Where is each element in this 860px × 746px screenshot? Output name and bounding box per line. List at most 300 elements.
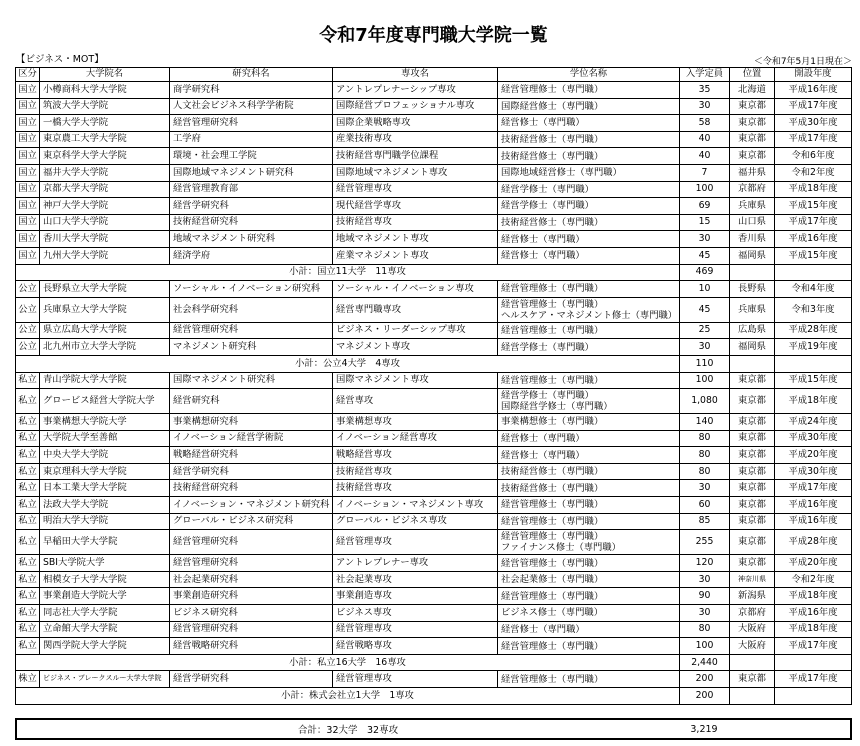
opened-year-cell: 平成16年度 — [775, 82, 852, 99]
location-cell: 東京都 — [730, 464, 775, 481]
capacity-cell: 80 — [680, 431, 730, 448]
table-row — [16, 148, 852, 165]
location-cell: 東京都 — [730, 414, 775, 431]
subtotal-label: 小計：株式会社立1大学 1専攻 — [16, 688, 680, 705]
capacity-cell: 30 — [680, 231, 730, 248]
table-row — [16, 248, 852, 265]
degree-cell — [498, 165, 680, 182]
category-cell: 私立 — [16, 480, 40, 497]
major-cell: 経営戦略専攻 — [333, 638, 498, 655]
category-cell: 国立 — [16, 82, 40, 99]
degree-cell — [498, 605, 680, 622]
capacity-cell: 10 — [680, 281, 730, 298]
table-row — [16, 198, 852, 215]
graduate-school-cell: 経営管理研究科 — [170, 530, 333, 555]
location-cell: 京都府 — [730, 605, 775, 622]
degree-name: 経営管理修士（専門職） — [501, 590, 604, 602]
opened-year-cell: 令和2年度 — [775, 572, 852, 589]
location-cell: 福井県 — [730, 165, 775, 182]
capacity-cell: 100 — [680, 638, 730, 655]
category-cell: 国立 — [16, 99, 40, 116]
opened-year-cell: 平成30年度 — [775, 464, 852, 481]
university-cell: 北九州市立大学大学院 — [40, 339, 170, 356]
major-cell: 経営管理専攻 — [333, 530, 498, 555]
graduate-school-cell: 地域マネジメント研究科 — [170, 231, 333, 248]
subtotal-row — [16, 265, 852, 282]
graduate-school-cell: 経営管理研究科 — [170, 555, 333, 572]
location-cell: 兵庫県 — [730, 198, 775, 215]
table-header-row — [16, 68, 852, 82]
university-cell: SBI大学院大学 — [40, 555, 170, 572]
university-cell: 関西学院大学大学院 — [40, 638, 170, 655]
subtotal-capacity: 469 — [680, 265, 730, 282]
page-title: 令和7年度専門職大学院一覧 — [319, 25, 548, 46]
location-cell: 大阪府 — [730, 638, 775, 655]
opened-year-cell: 平成16年度 — [775, 497, 852, 514]
capacity-cell: 30 — [680, 339, 730, 356]
subtotal-row — [16, 688, 852, 705]
capacity-cell: 60 — [680, 497, 730, 514]
degree-name: 経営修士（専門職） — [501, 117, 585, 129]
table-row — [16, 671, 852, 688]
university-cell: 中央大学大学院 — [40, 447, 170, 464]
university-cell: 事業創造大学院大学 — [40, 588, 170, 605]
graduate-school-cell: 経営管理教育部 — [170, 182, 333, 199]
category-cell: 私立 — [16, 414, 40, 431]
opened-year-cell: 平成18年度 — [775, 182, 852, 199]
capacity-cell: 7 — [680, 165, 730, 182]
capacity-cell: 100 — [680, 182, 730, 199]
header-category: 区分 — [16, 68, 40, 82]
empty-cell — [775, 265, 852, 282]
empty-cell — [730, 356, 775, 373]
university-cell: 小樽商科大学大学院 — [40, 82, 170, 99]
location-cell: 京都府 — [730, 182, 775, 199]
category-cell: 私立 — [16, 431, 40, 448]
major-cell: 国際企業戦略専攻 — [333, 115, 498, 132]
header-graduate-school: 研究科名 — [170, 68, 333, 82]
graduate-school-cell: 人文社会ビジネス科学学術院 — [170, 99, 333, 116]
category-cell: 私立 — [16, 389, 40, 414]
major-cell: 経営管理専攻 — [333, 622, 498, 639]
degree-cell — [498, 115, 680, 132]
degree-name: 経営管理修士（専門職） — [501, 499, 604, 511]
opened-year-cell: 平成18年度 — [775, 622, 852, 639]
graduate-school-cell: マネジメント研究科 — [170, 339, 333, 356]
opened-year-cell: 平成20年度 — [775, 447, 852, 464]
table-row — [16, 622, 852, 639]
grand-total-label: 合計：32大学 32専攻 — [297, 725, 399, 736]
degree-cell — [498, 464, 680, 481]
opened-year-cell: 平成17年度 — [775, 638, 852, 655]
location-cell: 東京都 — [730, 555, 775, 572]
degree-cell — [498, 671, 680, 688]
graduate-school-cell: 技術経営研究科 — [170, 480, 333, 497]
graduate-school-cell: 経済学府 — [170, 248, 333, 265]
degree-cell — [498, 132, 680, 149]
graduate-school-cell: ソーシャル・イノベーション研究科 — [170, 281, 333, 298]
university-cell: グロービス経営大学院大学 — [40, 389, 170, 414]
category-cell: 国立 — [16, 248, 40, 265]
major-cell: 戦略経営専攻 — [333, 447, 498, 464]
category-cell: 国立 — [16, 148, 40, 165]
subtotal-label: 小計：国立11大学 11専攻 — [16, 265, 680, 282]
graduate-school-cell: 社会起業研究科 — [170, 572, 333, 589]
opened-year-cell: 平成15年度 — [775, 248, 852, 265]
graduate-school-cell: 経営管理研究科 — [170, 323, 333, 340]
subtotal-row — [16, 356, 852, 373]
opened-year-cell: 平成20年度 — [775, 555, 852, 572]
degree-cell — [498, 148, 680, 165]
opened-year-cell: 平成16年度 — [775, 514, 852, 531]
header-capacity: 入学定員 — [680, 68, 730, 82]
capacity-cell: 1,080 — [680, 389, 730, 414]
graduate-school-cell: イノベーション・マネジメント研究科 — [170, 497, 333, 514]
header-opened-year: 開設年度 — [775, 68, 852, 82]
major-cell: 国際経営プロフェッショナル専攻 — [333, 99, 498, 116]
graduate-school-cell: 国際地域マネジメント研究科 — [170, 165, 333, 182]
capacity-cell: 30 — [680, 572, 730, 589]
location-cell: 東京都 — [730, 389, 775, 414]
table-row — [16, 572, 852, 589]
major-cell: 技術経営専攻 — [333, 464, 498, 481]
table-row — [16, 298, 852, 323]
degree-name: 経営管理修士（専門職） — [501, 325, 604, 337]
category-cell: 私立 — [16, 497, 40, 514]
graduate-school-cell: 国際マネジメント研究科 — [170, 373, 333, 390]
category-cell: 私立 — [16, 622, 40, 639]
table-row — [16, 182, 852, 199]
category-cell: 私立 — [16, 447, 40, 464]
graduate-school-cell: 技術経営研究科 — [170, 215, 333, 232]
graduate-school-cell: イノベーション経営学術院 — [170, 431, 333, 448]
location-cell: 福岡県 — [730, 339, 775, 356]
capacity-cell: 140 — [680, 414, 730, 431]
opened-year-cell: 平成15年度 — [775, 198, 852, 215]
table-row — [16, 389, 852, 414]
degree-cell — [498, 414, 680, 431]
degree-cell — [498, 431, 680, 448]
opened-year-cell: 平成28年度 — [775, 530, 852, 555]
table-body — [16, 82, 852, 705]
university-cell: 明治大学大学院 — [40, 514, 170, 531]
empty-cell — [775, 688, 852, 705]
location-cell: 兵庫県 — [730, 298, 775, 323]
degree-name: ヘルスケア・マネジメント修士（専門職） — [501, 309, 678, 321]
degree-name: 経営管理修士（専門職） — [501, 283, 604, 295]
capacity-cell: 40 — [680, 148, 730, 165]
degree-cell — [498, 281, 680, 298]
degree-cell — [498, 622, 680, 639]
degree-name: 経営修士（専門職） — [501, 432, 585, 444]
table-row — [16, 530, 852, 555]
university-cell: 相模女子大学大学院 — [40, 572, 170, 589]
opened-year-cell: 平成16年度 — [775, 231, 852, 248]
subtotal-row — [16, 655, 852, 672]
major-cell: 経営専門職専攻 — [333, 298, 498, 323]
major-cell: アントレプレナー専攻 — [333, 555, 498, 572]
capacity-cell: 15 — [680, 215, 730, 232]
degree-name: 経営管理修士（専門職） — [501, 298, 604, 310]
degree-name: 技術経営修士（専門職） — [501, 150, 604, 162]
graduate-school-cell: 事業創造研究科 — [170, 588, 333, 605]
graduate-school-cell: 環境・社会理工学院 — [170, 148, 333, 165]
university-cell: 福井大学大学院 — [40, 165, 170, 182]
category-cell: 公立 — [16, 339, 40, 356]
university-cell: 兵庫県立大学大学院 — [40, 298, 170, 323]
category-cell: 国立 — [16, 165, 40, 182]
category-cell: 私立 — [16, 514, 40, 531]
graduate-school-cell: 経営戦略研究科 — [170, 638, 333, 655]
opened-year-cell: 平成30年度 — [775, 115, 852, 132]
university-cell: 同志社大学大学院 — [40, 605, 170, 622]
category-cell: 公立 — [16, 323, 40, 340]
major-cell: ビジネス・リーダーシップ専攻 — [333, 323, 498, 340]
location-cell: 東京都 — [730, 480, 775, 497]
capacity-cell: 80 — [680, 464, 730, 481]
opened-year-cell: 平成17年度 — [775, 99, 852, 116]
category-cell: 公立 — [16, 281, 40, 298]
university-cell: 日本工業大学大学院 — [40, 480, 170, 497]
location-cell: 東京都 — [730, 132, 775, 149]
major-cell: 産業技術専攻 — [333, 132, 498, 149]
opened-year-cell: 平成18年度 — [775, 588, 852, 605]
table-row — [16, 339, 852, 356]
graduate-school-cell: 工学府 — [170, 132, 333, 149]
category-cell: 私立 — [16, 638, 40, 655]
major-cell: ソーシャル・イノベーション専攻 — [333, 281, 498, 298]
table-row — [16, 99, 852, 116]
location-cell: 神奈川県 — [730, 572, 775, 589]
opened-year-cell: 平成16年度 — [775, 605, 852, 622]
location-cell: 東京都 — [730, 497, 775, 514]
location-cell: 東京都 — [730, 514, 775, 531]
header-major: 専攻名 — [333, 68, 498, 82]
degree-cell — [498, 389, 680, 414]
graduate-school-cell: 経営学研究科 — [170, 198, 333, 215]
degree-name: 経営管理修士（専門職） — [501, 515, 604, 527]
major-cell: 事業創造専攻 — [333, 588, 498, 605]
university-cell: 東京理科大学大学院 — [40, 464, 170, 481]
degree-cell — [498, 99, 680, 116]
major-cell: 産業マネジメント専攻 — [333, 248, 498, 265]
degree-cell — [498, 447, 680, 464]
location-cell: 東京都 — [730, 148, 775, 165]
opened-year-cell: 平成24年度 — [775, 414, 852, 431]
degree-name: 技術経営修士（専門職） — [501, 482, 604, 494]
opened-year-cell: 平成15年度 — [775, 373, 852, 390]
location-cell: 東京都 — [730, 671, 775, 688]
empty-cell — [730, 265, 775, 282]
table-row — [16, 480, 852, 497]
degree-name: 経営管理修士（専門職） — [501, 374, 604, 386]
table-row — [16, 132, 852, 149]
subtotal-capacity: 2,440 — [680, 655, 730, 672]
table-row — [16, 115, 852, 132]
category-label: 【ビジネス・MOT】 — [16, 54, 104, 65]
category-cell: 公立 — [16, 298, 40, 323]
table-row — [16, 447, 852, 464]
capacity-cell: 30 — [680, 480, 730, 497]
degree-name: ファイナンス修士（専門職） — [501, 542, 621, 554]
empty-cell — [775, 655, 852, 672]
graduate-school-cell: 戦略経営研究科 — [170, 447, 333, 464]
table-row — [16, 431, 852, 448]
degree-name: 経営管理修士（専門職） — [501, 557, 604, 569]
opened-year-cell: 令和4年度 — [775, 281, 852, 298]
major-cell: 国際地域マネジメント専攻 — [333, 165, 498, 182]
degree-cell — [498, 298, 680, 323]
degree-name: 技術経営修士（専門職） — [501, 466, 604, 478]
capacity-cell: 200 — [680, 671, 730, 688]
degree-cell — [498, 530, 680, 555]
empty-cell — [730, 655, 775, 672]
header-degree: 学位名称 — [498, 68, 680, 82]
university-cell: 事業構想大学院大学 — [40, 414, 170, 431]
university-cell: 神戸大学大学院 — [40, 198, 170, 215]
table-row — [16, 323, 852, 340]
subtotal-label: 小計：私立16大学 16専攻 — [16, 655, 680, 672]
category-cell: 国立 — [16, 198, 40, 215]
university-cell: 県立広島大学大学院 — [40, 323, 170, 340]
degree-name: 経営管理修士（専門職） — [501, 640, 604, 652]
capacity-cell: 80 — [680, 622, 730, 639]
location-cell: 東京都 — [730, 373, 775, 390]
category-cell: 私立 — [16, 605, 40, 622]
university-cell: 香川大学大学院 — [40, 231, 170, 248]
capacity-cell: 40 — [680, 132, 730, 149]
major-cell: 経営管理専攻 — [333, 671, 498, 688]
table-row — [16, 497, 852, 514]
degree-cell — [498, 514, 680, 531]
capacity-cell: 85 — [680, 514, 730, 531]
graduate-school-cell: 社会科学研究科 — [170, 298, 333, 323]
university-cell: 京都大学大学院 — [40, 182, 170, 199]
opened-year-cell: 平成17年度 — [775, 215, 852, 232]
table-row — [16, 638, 852, 655]
graduate-school-cell: 経営学研究科 — [170, 464, 333, 481]
location-cell: 東京都 — [730, 99, 775, 116]
degree-name: 国際経営修士（専門職） — [501, 100, 604, 112]
category-cell: 国立 — [16, 215, 40, 232]
capacity-cell: 100 — [680, 373, 730, 390]
table-row — [16, 281, 852, 298]
table-row — [16, 231, 852, 248]
graduate-school-cell: 商学研究科 — [170, 82, 333, 99]
capacity-cell: 69 — [680, 198, 730, 215]
graduate-school-cell: グローバル・ビジネス研究科 — [170, 514, 333, 531]
opened-year-cell: 令和3年度 — [775, 298, 852, 323]
degree-name: 国際経営学修士（専門職） — [501, 401, 613, 413]
capacity-cell: 58 — [680, 115, 730, 132]
university-cell: 九州大学大学院 — [40, 248, 170, 265]
university-cell: 長野県立大学大学院 — [40, 281, 170, 298]
capacity-cell: 45 — [680, 298, 730, 323]
degree-name: 経営管理修士（専門職） — [501, 84, 604, 96]
opened-year-cell: 平成17年度 — [775, 671, 852, 688]
capacity-cell: 80 — [680, 447, 730, 464]
degree-cell — [498, 215, 680, 232]
header-university: 大学院名 — [40, 68, 170, 82]
subtotal-label: 小計：公立4大学 4専攻 — [16, 356, 680, 373]
major-cell: グローバル・ビジネス専攻 — [333, 514, 498, 531]
header-location: 位置 — [730, 68, 775, 82]
major-cell: アントレプレナーシップ専攻 — [333, 82, 498, 99]
location-cell: 東京都 — [730, 431, 775, 448]
graduate-school-cell: 経営学研究科 — [170, 671, 333, 688]
university-cell: ビジネス・ブレークスルー大学大学院 — [40, 671, 170, 688]
opened-year-cell: 平成17年度 — [775, 132, 852, 149]
degree-name: 経営修士（専門職） — [501, 623, 585, 635]
university-cell: 早稲田大学大学院 — [40, 530, 170, 555]
university-cell: 筑波大学大学院 — [40, 99, 170, 116]
degree-cell — [498, 638, 680, 655]
table-row — [16, 414, 852, 431]
category-cell: 私立 — [16, 373, 40, 390]
category-cell: 国立 — [16, 231, 40, 248]
opened-year-cell: 平成19年度 — [775, 339, 852, 356]
capacity-cell: 255 — [680, 530, 730, 555]
degree-cell — [498, 323, 680, 340]
degree-name: 技術経営修士（専門職） — [501, 134, 604, 146]
subtotal-capacity: 110 — [680, 356, 730, 373]
table-row — [16, 215, 852, 232]
degree-cell — [498, 182, 680, 199]
major-cell: 技術経営専攻 — [333, 480, 498, 497]
category-cell: 私立 — [16, 588, 40, 605]
degree-name: 事業構想修士（専門職） — [501, 416, 604, 428]
opened-year-cell: 平成28年度 — [775, 323, 852, 340]
category-cell: 株立 — [16, 671, 40, 688]
opened-year-cell: 平成18年度 — [775, 389, 852, 414]
degree-cell — [498, 339, 680, 356]
table-row — [16, 373, 852, 390]
major-cell: 技術経営専攻 — [333, 215, 498, 232]
capacity-cell: 30 — [680, 605, 730, 622]
as-of-date: ＜令和7年5月1日現在＞ — [753, 57, 852, 67]
subtotal-capacity: 200 — [680, 688, 730, 705]
category-cell: 私立 — [16, 572, 40, 589]
empty-cell — [775, 356, 852, 373]
university-cell: 大学院大学至善館 — [40, 431, 170, 448]
graduate-school-cell: 経営研究科 — [170, 389, 333, 414]
degree-name: 経営修士（専門職） — [501, 233, 585, 245]
university-cell: 青山学院大学大学院 — [40, 373, 170, 390]
table-row — [16, 605, 852, 622]
university-cell: 山口大学大学院 — [40, 215, 170, 232]
category-cell: 国立 — [16, 132, 40, 149]
capacity-cell: 45 — [680, 248, 730, 265]
major-cell: イノベーション経営専攻 — [333, 431, 498, 448]
graduate-school-cell: 事業構想研究科 — [170, 414, 333, 431]
table-row — [16, 82, 852, 99]
location-cell: 大阪府 — [730, 622, 775, 639]
category-cell: 国立 — [16, 182, 40, 199]
degree-name: 経営学修士（専門職） — [501, 183, 594, 195]
grand-total-capacity: 3,219 — [690, 723, 718, 735]
location-cell: 山口県 — [730, 215, 775, 232]
opened-year-cell: 令和6年度 — [775, 148, 852, 165]
capacity-cell: 35 — [680, 82, 730, 99]
university-cell: 一橋大学大学院 — [40, 115, 170, 132]
degree-cell — [498, 373, 680, 390]
location-cell: 東京都 — [730, 115, 775, 132]
degree-name: 社会起業修士（専門職） — [501, 574, 604, 586]
graduate-school-cell: 経営管理研究科 — [170, 115, 333, 132]
university-cell: 東京農工大学大学院 — [40, 132, 170, 149]
major-cell: 地域マネジメント専攻 — [333, 231, 498, 248]
major-cell: 経営専攻 — [333, 389, 498, 414]
